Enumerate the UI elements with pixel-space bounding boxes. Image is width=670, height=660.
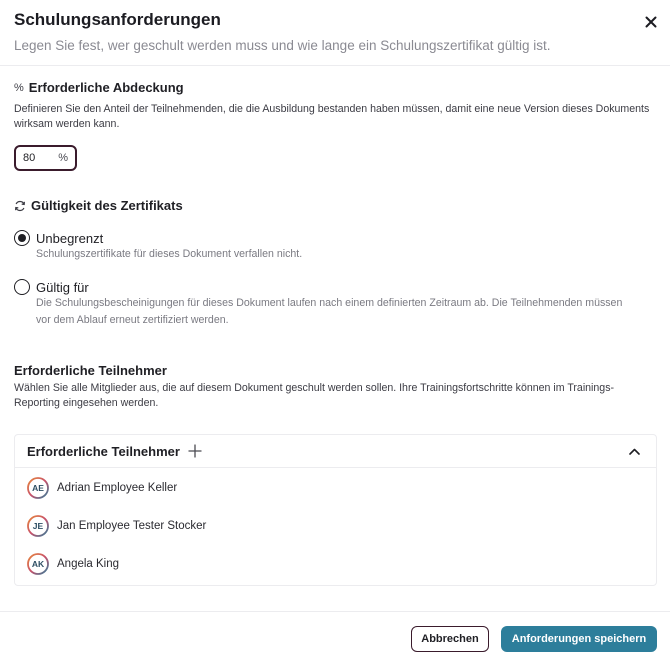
- dialog-header: [0, 0, 670, 66]
- participants-description: Wählen Sie alle Mitglieder aus, die auf diesem Dokument geschult werden sollen. Ihre Trainingsfortschritte können im Trainings-Reporting eingesehen werden.: [14, 382, 615, 409]
- participants-panel-title: Erforderliche Teilnehmer: [27, 443, 180, 459]
- avatar: [27, 477, 49, 499]
- coverage-unit: %: [58, 152, 68, 164]
- radio-unlimited[interactable]: [14, 230, 103, 246]
- radio-valid-for[interactable]: [14, 279, 89, 295]
- participant-item[interactable]: [27, 515, 206, 537]
- coverage-input[interactable]: [14, 145, 77, 171]
- radio-valid-for-label: Gültig für: [36, 279, 89, 295]
- coverage-title: Erforderliche Abdeckung: [28, 80, 184, 95]
- validity-heading: [14, 198, 183, 213]
- radio-unlimited-description: Schulungszertifikate für dieses Dokument verfallen nicht.: [36, 248, 303, 260]
- percent-icon: %: [14, 81, 24, 94]
- participant-item[interactable]: [27, 553, 119, 575]
- close-icon[interactable]: [641, 12, 661, 32]
- plus-icon[interactable]: [186, 442, 204, 460]
- participant-item[interactable]: [27, 477, 177, 499]
- radio-selected-icon[interactable]: [14, 230, 30, 246]
- avatar: [27, 515, 49, 537]
- participants-panel-header[interactable]: [15, 435, 656, 468]
- participants-heading: [14, 363, 167, 378]
- coverage-description: Definieren Sie den Anteil der Teilnehmenden, die die Ausbildung bestanden haben müssen, damit eine neue Version dieses Dokuments wirksam werden kann.: [14, 103, 650, 130]
- dialog-title: Schulungsanforderungen: [14, 10, 221, 29]
- dialog-footer: [0, 611, 670, 660]
- participant-name: Adrian Employee Keller: [57, 482, 178, 494]
- avatar: [27, 553, 49, 575]
- participants-panel: [14, 434, 657, 586]
- radio-unlimited-label: Unbegrenzt: [36, 230, 104, 246]
- cancel-button[interactable]: Abbrechen: [411, 626, 489, 652]
- avatar-initials: AE: [32, 483, 44, 493]
- coverage-heading: [14, 80, 184, 95]
- save-button[interactable]: Anforderungen speichern: [501, 626, 657, 652]
- participants-title: Erforderliche Teilnehmer: [14, 363, 167, 378]
- coverage-value: 80: [23, 152, 36, 164]
- avatar-initials: JE: [32, 521, 44, 531]
- radio-unselected-icon[interactable]: [14, 279, 30, 295]
- dialog-subtitle: Legen Sie fest, wer geschult werden muss und wie lange ein Schulungszertifikat gültig ist.: [14, 38, 551, 53]
- radio-valid-for-description: Die Schulungsbescheinigungen für dieses Dokument laufen nach einem definierten Zeitraum ab. Die Teilnehmenden müssen vor dem Ablauf erneut zertifiziert werden.: [36, 297, 623, 326]
- avatar-initials: AK: [31, 559, 45, 569]
- chevron-up-icon[interactable]: [626, 443, 642, 459]
- participant-name: Jan Employee Tester Stocker: [57, 520, 207, 532]
- refresh-icon: [14, 200, 26, 212]
- participant-name: Angela King: [57, 558, 120, 570]
- validity-title: Gültigkeit des Zertifikats: [31, 198, 183, 213]
